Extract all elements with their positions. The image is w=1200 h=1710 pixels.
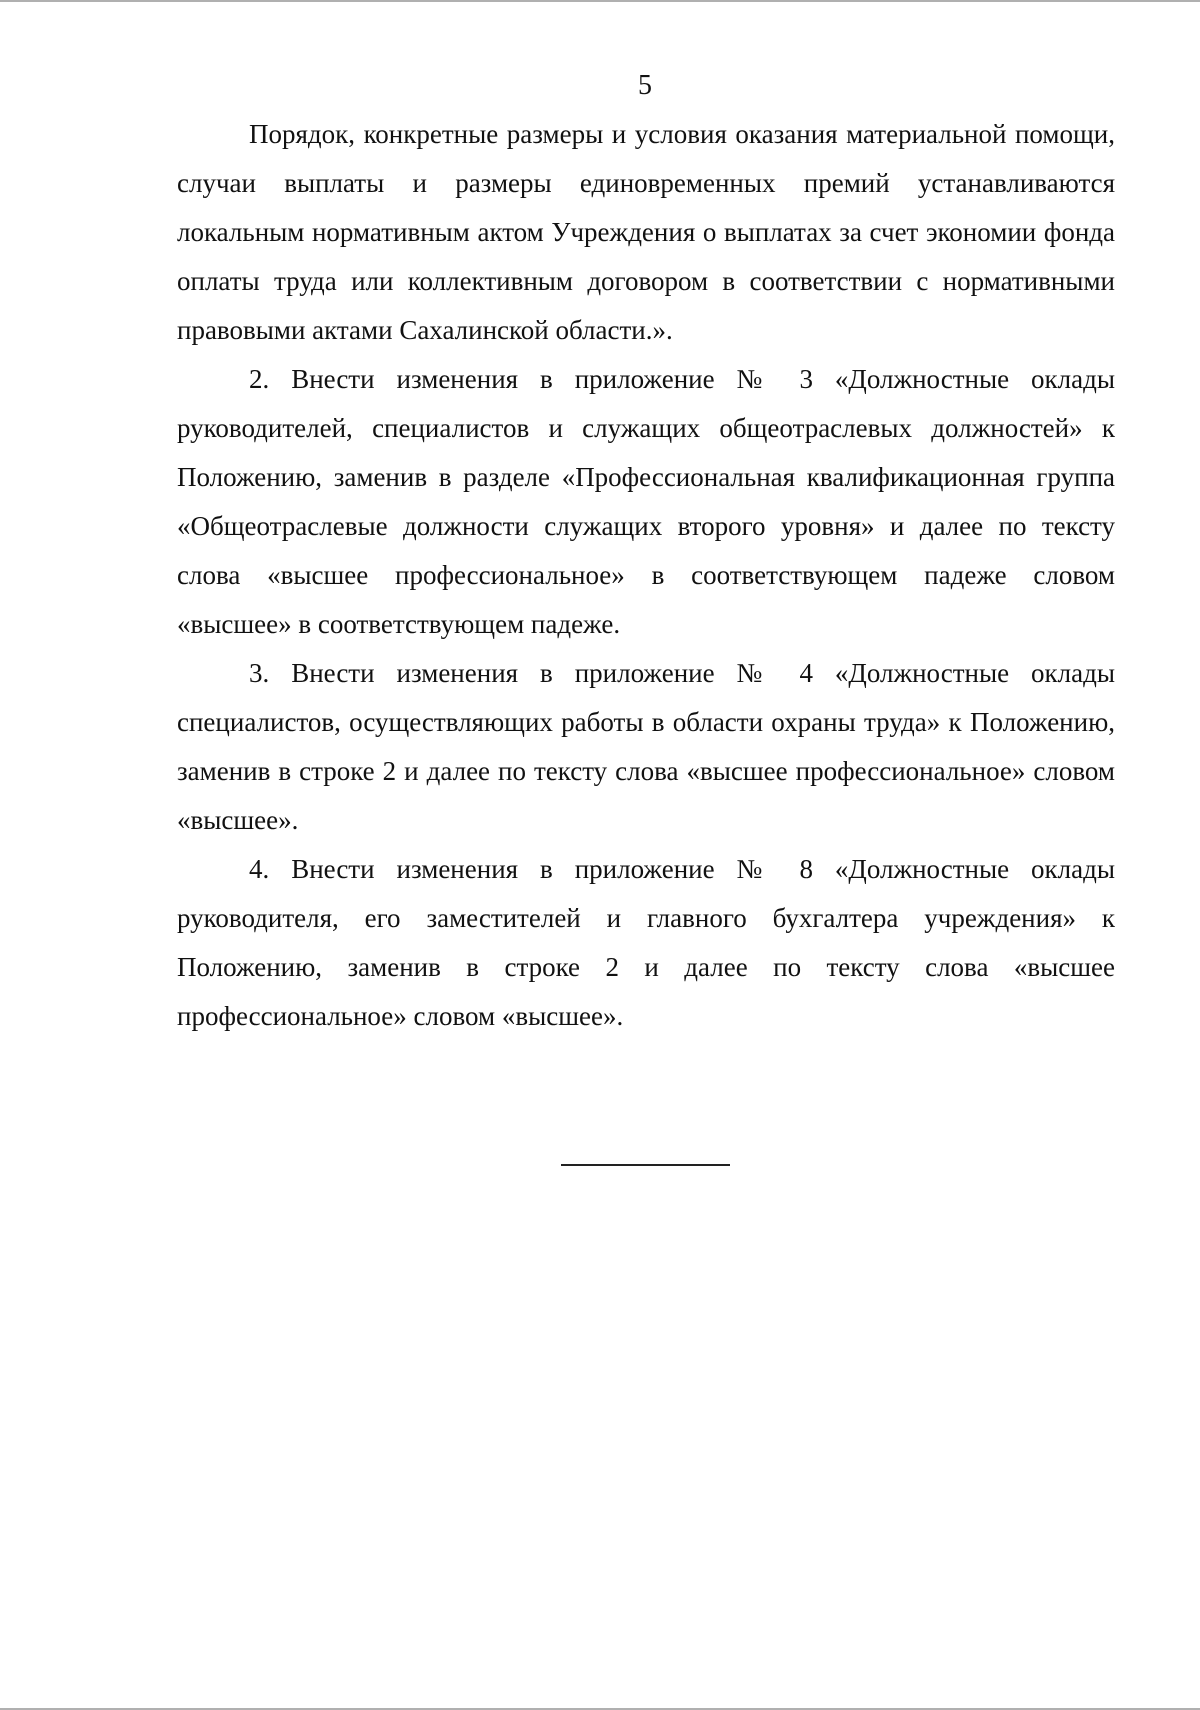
page-number: 5 xyxy=(638,70,652,101)
page-top-edge xyxy=(0,0,1200,2)
paragraph-item-4: 4. Внести изменения в приложение № 8 «Должностные оклады руководителя, его заместителей и главного бухгалтера учреждения» к Положению, заменив в строке 2 и далее по тексту слова «высшее профессиональное» словом «высшее». xyxy=(177,854,1115,1031)
document-body xyxy=(177,110,1115,1041)
paragraph-continuation: Порядок, конкретные размеры и условия оказания материальной помощи, случаи выплаты и размеры единовременных премий устанавливаются локальным нормативным актом Учреждения о выплатах за счет экономии фонда оплаты труда или коллективным договором в соответствии с нормативными правовыми актами Сахалинской области.». xyxy=(177,119,1115,345)
paragraph-item-3: 3. Внести изменения в приложение № 4 «Должностные оклады специалистов, осуществляющих работы в области охраны труда» к Положению, заменив в строке 2 и далее по тексту слова «высшее профессиональное» словом «высшее». xyxy=(177,658,1115,835)
end-separator-line xyxy=(561,1164,730,1166)
paragraph-item-2: 2. Внести изменения в приложение № 3 «Должностные оклады руководителей, специалистов и служащих общеотраслевых должностей» к Положению, заменив в разделе «Профессиональная квалификационная группа «Общеотраслевые должности служащих второго уровня» и далее по тексту слова «высшее профессиональное» в соответствующем падеже словом «высшее» в соответствующем падеже. xyxy=(177,364,1115,639)
